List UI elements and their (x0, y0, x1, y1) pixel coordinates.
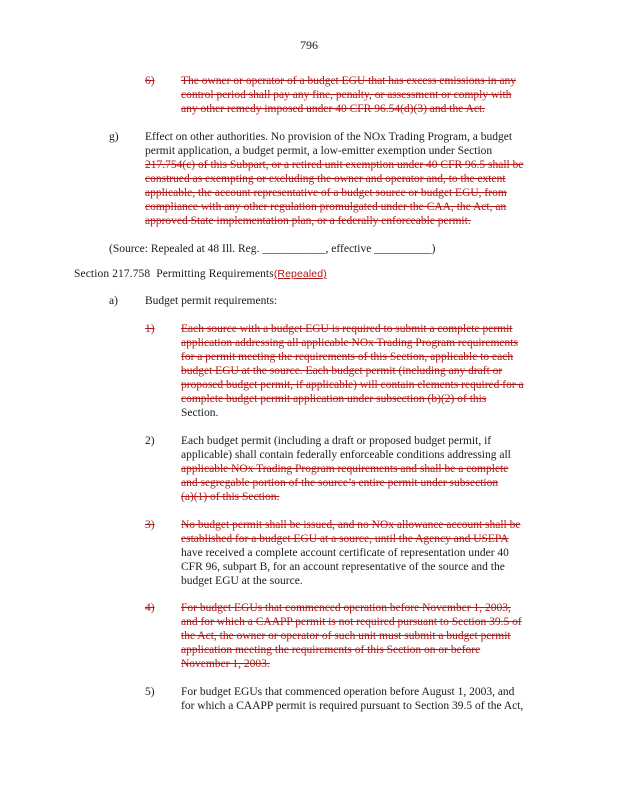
section-repealed-insert: (Repealed) (273, 268, 327, 280)
item-g-line-5: applicable, the account representative of a budget source or budget EGU, from (145, 187, 507, 199)
sub-5-line-2: for which a CAAPP permit is required pursuant to Section 39.5 of the Act, (181, 700, 524, 712)
sub-3-line-3: have received a complete account certificate of representation under 40 (181, 547, 509, 559)
sub-1-line-6: complete budget permit application under subsection (b)(2) of this (181, 393, 487, 405)
sub-3-line-1: No budget permit shall be issued, and no NOx allowance account shall be (181, 519, 521, 531)
item-g-line-1: Effect on other authorities. No provision of the NOx Trading Program, a budget (145, 131, 513, 143)
sub-3-line-4: CFR 96, subpart B, for an account representative of the source and the (181, 561, 505, 573)
sub-3-label: 3) (145, 519, 155, 531)
item-6-line-1: The owner or operator of a budget EGU that has excess emissions in any (181, 75, 517, 87)
item-g-line-3: 217.754(c) of this Subpart, or a retired unit exemption under 40 CFR 96.5 shall be (145, 159, 524, 171)
item-a-text: Budget permit requirements: (145, 295, 278, 307)
section-title: Permitting Requirements (156, 268, 274, 280)
section-number: Section 217.758 (74, 268, 151, 280)
sub-1-line-7: Section. (181, 407, 219, 419)
sub-1-line-4: budget EGU at the source. Each budget permit (including any draft or (181, 365, 503, 377)
source-note: (Source: Repealed at 48 Ill. Reg. ___________, effective __________) (109, 243, 436, 255)
sub-2-line-1: Each budget permit (including a draft or proposed budget permit, if (181, 435, 492, 447)
sub-4-label: 4) (145, 602, 155, 614)
item-6-line-2: control period shall pay any fine, penalty, or assessment or comply with (181, 89, 512, 101)
sub-2-line-2: applicable) shall contain federally enforceable conditions addressing all (181, 449, 511, 461)
sub-4-line-2: and for which a CAAPP permit is not required pursuant to Section 39.5 of (181, 616, 522, 628)
item-6-label: 6) (145, 75, 155, 87)
sub-3-line-2: established for a budget EGU at a source, until the Agency and USEPA (181, 533, 509, 545)
item-6-line-3: any other remedy imposed under 40 CFR 96.54(d)(3) and the Act. (181, 103, 486, 115)
sub-2-line-3: applicable NOx Trading Program requirements and shall be a complete (181, 463, 509, 475)
item-g-line-6: compliance with any other regulation promulgated under the CAA, the Act, an (145, 201, 507, 213)
sub-2-line-5: (a)(1) of this Section. (181, 491, 280, 503)
sub-3-line-5: budget EGU at the source. (181, 575, 303, 587)
item-g-line-7: approved State implementation plan, or a federally enforceable permit. (145, 215, 471, 227)
page-number: 796 (300, 38, 318, 52)
sub-5-label: 5) (145, 686, 155, 698)
sub-5-line-1: For budget EGUs that commenced operation before August 1, 2003, and (181, 686, 515, 698)
sub-2-line-4: and segregable portion of the source’s entire permit under subsection (181, 477, 499, 489)
sub-4-line-3: the Act, the owner or operator of such unit must submit a budget permit (181, 630, 511, 642)
sub-4-line-1: For budget EGUs that commenced operation before November 1, 2003, (181, 602, 511, 614)
sub-1-line-3: for a permit meeting the requirements of this Section, applicable to each (181, 351, 514, 363)
sub-1-line-5: proposed budget permit, if applicable) will contain elements required for a (181, 379, 524, 391)
item-a-label: a) (109, 295, 118, 307)
section-heading (74, 267, 327, 281)
sub-1-line-2: application addressing all applicable NOx Trading Program requirements (181, 337, 518, 349)
item-g-label: g) (109, 131, 119, 143)
sub-1-line-1: Each source with a budget EGU is required to submit a complete permit (181, 323, 513, 335)
sub-2-label: 2) (145, 435, 155, 447)
item-g-line-4: construed as exempting or excluding the owner and operator and, to the extent (145, 173, 506, 185)
sub-4-line-4: application meeting the requirements of this Section on or before (181, 644, 481, 656)
sub-1-label: 1) (145, 323, 155, 335)
item-g-line-2: permit application, a budget permit, a low-emitter exemption under Section (145, 145, 493, 157)
sub-4-line-5: November 1, 2003. (181, 658, 270, 670)
